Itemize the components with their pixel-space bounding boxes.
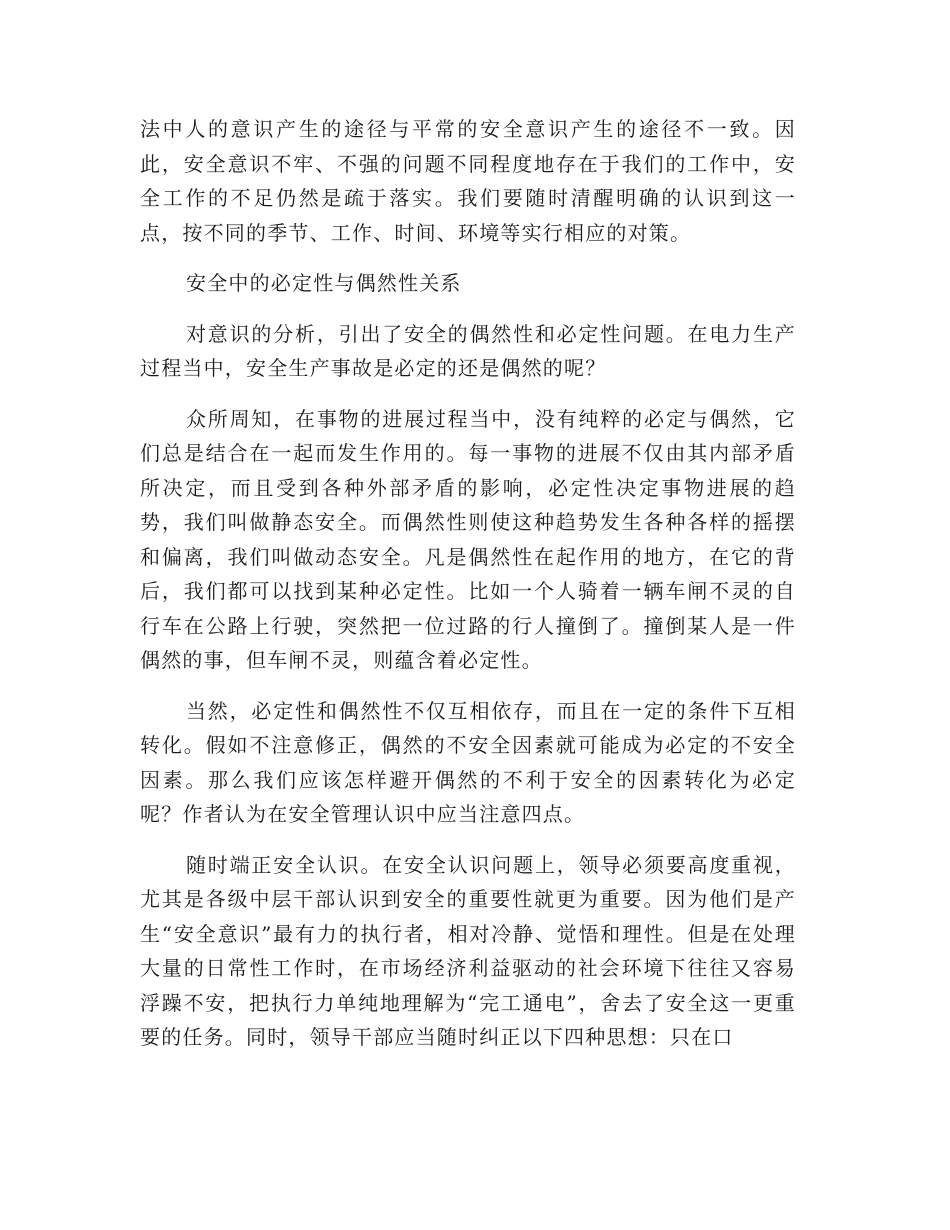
paragraph-continuation: 法中人的意识产生的途径与平常的安全意识产生的途径不一致。因此，安全意识不牢、不强的问题不同程度地存在于我们的工作中，安全工作的不足仍然是疏于落实。我们要随时清醒明确的认识到这一点，按不同的季节、工作、时间、环境等实行相应的对策。	[140, 117, 796, 245]
paragraph: 对意识的分析，引出了安全的偶然性和必定性问题。在电力生产过程当中，安全生产事故是必定的还是偶然的呢？	[140, 321, 796, 380]
paragraph: 当然，必定性和偶然性不仅互相依存，而且在一定的条件下互相转化。假如不注意修正，偶然的不安全因素就可能成为必定的不安全因素。那么我们应该怎样避开偶然的不利于安全的因素转化为必定呢？作者认为在安全管理认识中应当注意四点。	[140, 698, 796, 826]
section-heading: 安全中的必定性与偶然性关系	[186, 271, 462, 295]
paragraph: 随时端正安全认识。在安全认识问题上，领导必须要高度重视，尤其是各级中层干部认识到安全的重要性就更为重要。因为他们是产生“安全意识”最有力的执行者，相对冷静、觉悟和理性。但是在处理大量的日常性工作时，在市场经济利益驱动的社会环境下往往又容易浮躁不安，把执行力单纯地理解为“完工通电”，舍去了安全这一更重要的任务。同时，领导干部应当随时纠正以下四种思想：只在口	[140, 852, 796, 1049]
paragraph: 众所周知，在事物的进展过程当中，没有纯粹的必定与偶然，它们总是结合在一起而发生作用的。每一事物的进展不仅由其内部矛盾所决定，而且受到各种外部矛盾的影响，必定性决定事物进展的趋势，我们叫做静态安全。而偶然性则使这种趋势发生各种各样的摇摆和偏离，我们叫做动态安全。凡是偶然性在起作用的地方，在它的背后，我们都可以找到某种必定性。比如一个人骑着一辆车闸不灵的自行车在公路上行驶，突然把一位过路的行人撞倒了。撞倒某人是一件偶然的事，但车闸不灵，则蕴含着必定性。	[140, 406, 796, 672]
document-page	[140, 112, 796, 1071]
